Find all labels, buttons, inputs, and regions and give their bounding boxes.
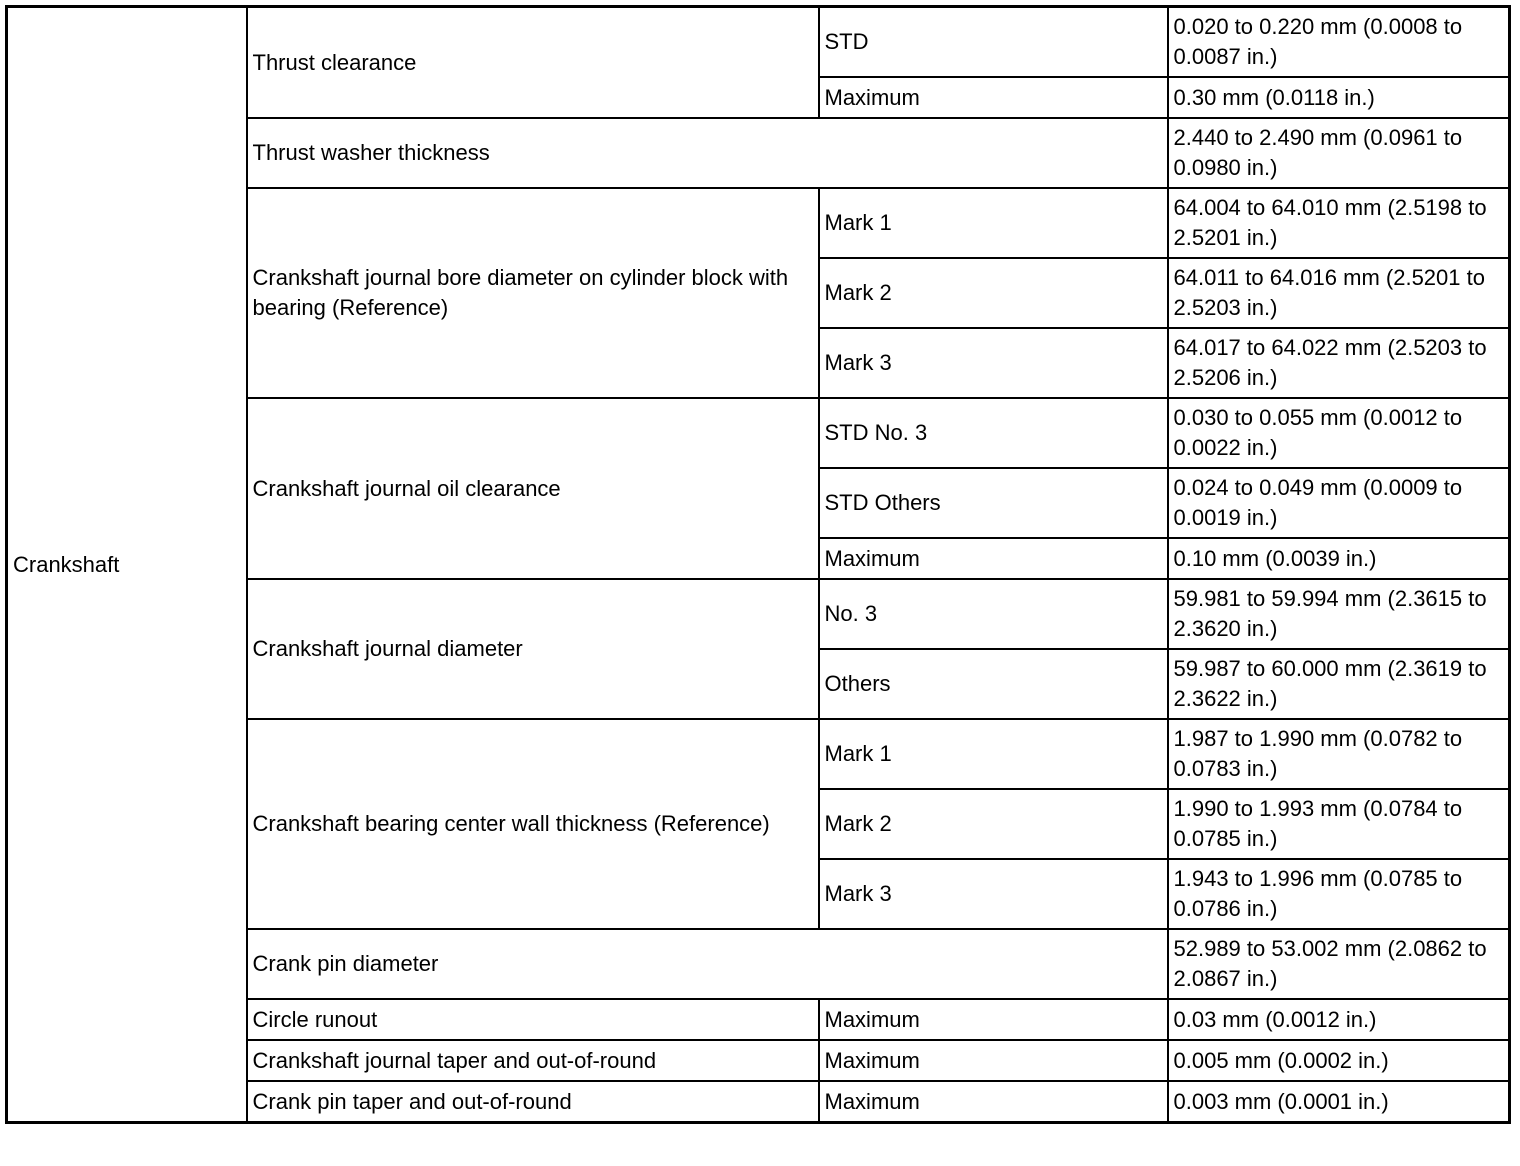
condition-cell: Maximum [819,1081,1168,1123]
condition-cell: Mark 3 [819,859,1168,929]
condition-cell: Mark 3 [819,328,1168,398]
condition-cell: Maximum [819,77,1168,118]
category-cell: Crankshaft [7,7,247,1123]
crankshaft-spec-table [5,5,1511,1124]
condition-cell: STD [819,7,1168,78]
condition-cell: Others [819,649,1168,719]
value-cell: 1.987 to 1.990 mm (0.0782 to 0.0783 in.) [1168,719,1510,789]
value-cell: 59.987 to 60.000 mm (2.3619 to 2.3622 in.) [1168,649,1510,719]
item-cell: Thrust washer thickness [247,118,1168,188]
condition-cell: Mark 1 [819,719,1168,789]
item-cell: Crank pin taper and out-of-round [247,1081,819,1123]
item-cell: Crankshaft journal diameter [247,579,819,719]
condition-cell: Maximum [819,1040,1168,1081]
value-cell: 0.005 mm (0.0002 in.) [1168,1040,1510,1081]
item-cell: Crankshaft journal bore diameter on cylinder block with bearing (Reference) [247,188,819,398]
value-cell: 2.440 to 2.490 mm (0.0961 to 0.0980 in.) [1168,118,1510,188]
value-cell: 59.981 to 59.994 mm (2.3615 to 2.3620 in.) [1168,579,1510,649]
table-row [7,7,1510,78]
value-cell: 0.024 to 0.049 mm (0.0009 to 0.0019 in.) [1168,468,1510,538]
condition-cell: Maximum [819,999,1168,1040]
value-cell: 64.011 to 64.016 mm (2.5201 to 2.5203 in.) [1168,258,1510,328]
item-cell: Thrust clearance [247,7,819,119]
value-cell: 64.017 to 64.022 mm (2.5203 to 2.5206 in.) [1168,328,1510,398]
value-cell: 64.004 to 64.010 mm (2.5198 to 2.5201 in.) [1168,188,1510,258]
value-cell: 0.30 mm (0.0118 in.) [1168,77,1510,118]
item-cell: Crank pin diameter [247,929,1168,999]
condition-cell: STD No. 3 [819,398,1168,468]
condition-cell: No. 3 [819,579,1168,649]
value-cell: 0.003 mm (0.0001 in.) [1168,1081,1510,1123]
value-cell: 0.03 mm (0.0012 in.) [1168,999,1510,1040]
item-cell: Crankshaft journal oil clearance [247,398,819,579]
value-cell: 1.990 to 1.993 mm (0.0784 to 0.0785 in.) [1168,789,1510,859]
condition-cell: Maximum [819,538,1168,579]
condition-cell: Mark 2 [819,789,1168,859]
value-cell: 0.020 to 0.220 mm (0.0008 to 0.0087 in.) [1168,7,1510,78]
item-cell: Crankshaft journal taper and out-of-round [247,1040,819,1081]
value-cell: 1.943 to 1.996 mm (0.0785 to 0.0786 in.) [1168,859,1510,929]
item-cell: Crankshaft bearing center wall thickness (Reference) [247,719,819,929]
item-cell: Circle runout [247,999,819,1040]
condition-cell: STD Others [819,468,1168,538]
value-cell: 0.10 mm (0.0039 in.) [1168,538,1510,579]
value-cell: 0.030 to 0.055 mm (0.0012 to 0.0022 in.) [1168,398,1510,468]
value-cell: 52.989 to 53.002 mm (2.0862 to 2.0867 in.) [1168,929,1510,999]
condition-cell: Mark 2 [819,258,1168,328]
condition-cell: Mark 1 [819,188,1168,258]
